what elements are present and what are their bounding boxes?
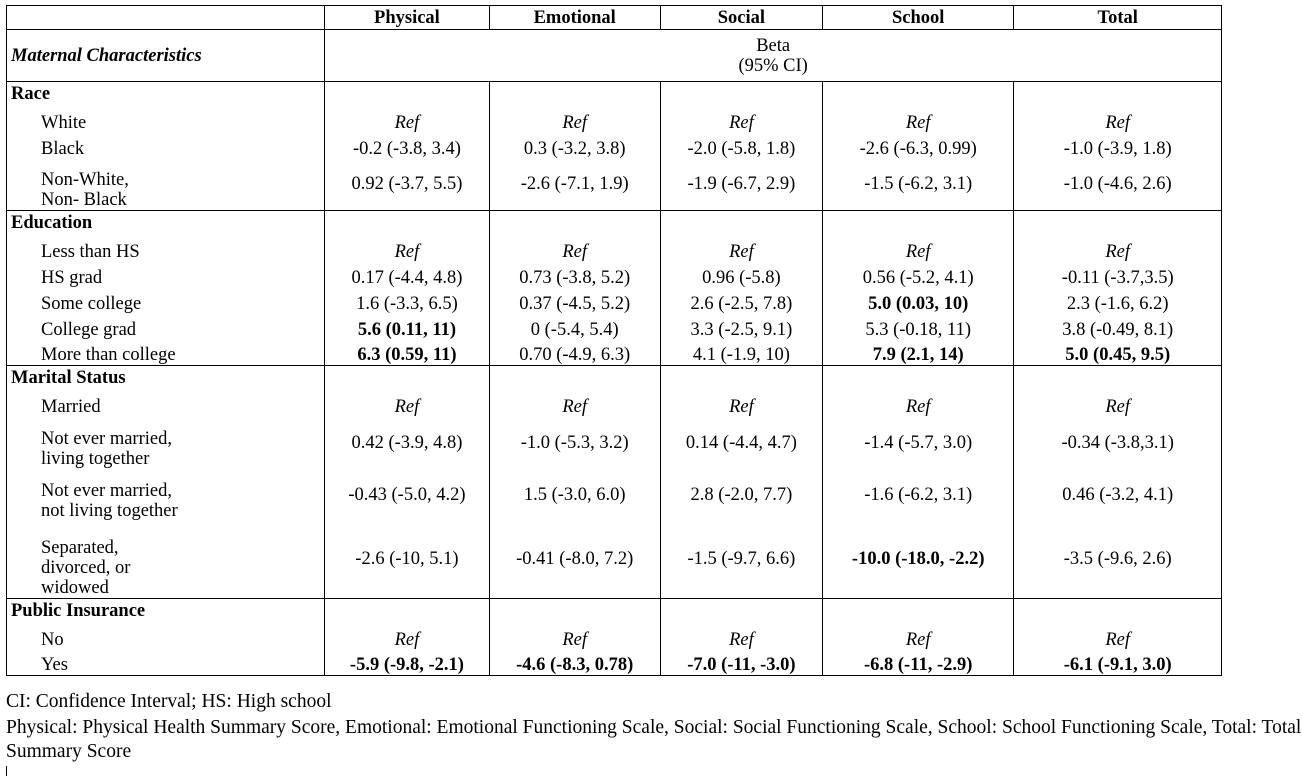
estimate-cell-physical — [325, 288, 489, 314]
beta-ci-value: -0.41 (-8.0, 7.2) — [516, 549, 634, 570]
estimate-cell-physical — [325, 417, 489, 469]
estimate-cell-emotional — [489, 417, 660, 469]
estimate-cell-total — [1014, 262, 1222, 288]
row-label-line: living together — [41, 448, 150, 469]
section-title: Education — [7, 211, 325, 236]
row-label — [7, 624, 325, 650]
row-label — [7, 417, 325, 469]
estimate-cell-school — [823, 650, 1014, 676]
estimate-cell-physical — [325, 107, 489, 133]
section-empty-cell — [823, 599, 1014, 624]
section-empty-cell — [325, 82, 489, 107]
beta-ci-value: 2.8 (-2.0, 7.7) — [690, 484, 793, 505]
beta-ci-value: -4.6 (-8.3, 0.78) — [516, 655, 634, 675]
beta-ci-value: -0.34 (-3.8,3.1) — [1061, 432, 1174, 453]
estimate-cell-total — [1014, 159, 1222, 211]
row-label — [7, 159, 325, 211]
estimate-cell-school — [823, 391, 1014, 417]
row-label — [7, 650, 325, 676]
beta-ci-value: 0.96 (-5.8) — [702, 267, 781, 288]
beta-ci-value: -10.0 (-18.0, -2.2) — [851, 549, 985, 570]
estimate-cell-social — [660, 133, 822, 159]
beta-ci-value: -1.4 (-5.7, 3.0) — [864, 432, 973, 453]
reference-value: Ref — [729, 396, 754, 417]
beta-ci-header — [325, 30, 1222, 82]
data-row — [7, 133, 1222, 159]
beta-ci-value: -0.2 (-3.8, 3.4) — [352, 138, 461, 159]
beta-ci-value: -1.5 (-9.7, 6.6) — [687, 549, 796, 570]
data-row — [7, 340, 1222, 366]
estimate-cell-total — [1014, 391, 1222, 417]
estimate-cell-social — [660, 314, 822, 340]
column-header-social: Social — [660, 6, 822, 30]
estimate-cell-total — [1014, 469, 1222, 521]
beta-ci-value: -2.0 (-5.8, 1.8) — [687, 138, 796, 159]
estimate-cell-total — [1014, 314, 1222, 340]
section-empty-cell — [489, 82, 660, 107]
beta-ci-value: -0.43 (-5.0, 4.2) — [348, 484, 466, 505]
estimate-cell-emotional — [489, 469, 660, 521]
beta-ci-value: -6.1 (-9.1, 3.0) — [1063, 655, 1172, 675]
row-label — [7, 521, 325, 599]
row-label-line: divorced, or — [41, 558, 131, 578]
row-label-line: College grad — [41, 319, 137, 340]
row-label-line: Non- Black — [41, 190, 127, 210]
section-row-public-insurance — [7, 599, 1222, 624]
estimate-cell-emotional — [489, 236, 660, 262]
beta-ci-value: -5.9 (-9.8, -2.1) — [349, 655, 464, 675]
estimate-cell-emotional — [489, 340, 660, 366]
estimate-cell-social — [660, 340, 822, 366]
beta-ci-value: 5.6 (0.11, 11) — [357, 319, 457, 340]
estimate-cell-social — [660, 107, 822, 133]
row-label-line: widowed — [41, 578, 109, 598]
row-label-line: Less than HS — [41, 241, 140, 262]
section-row-race — [7, 82, 1222, 107]
beta-ci-value: -1.5 (-6.2, 3.1) — [864, 174, 973, 195]
section-empty-cell — [1014, 82, 1222, 107]
data-row — [7, 288, 1222, 314]
estimate-cell-total — [1014, 133, 1222, 159]
beta-ci-value: -1.6 (-6.2, 3.1) — [864, 484, 973, 505]
estimate-cell-social — [660, 391, 822, 417]
results-table — [6, 5, 1222, 676]
beta-ci-value: 0.17 (-4.4, 4.8) — [351, 267, 463, 288]
beta-ci-value: 3.8 (-0.49, 8.1) — [1062, 319, 1174, 340]
beta-ci-value: 0.14 (-4.4, 4.7) — [685, 432, 797, 453]
row-label-line: Not ever married, — [41, 480, 172, 501]
estimate-cell-physical — [325, 133, 489, 159]
beta-ci-value: -2.6 (-6.3, 0.99) — [859, 138, 977, 159]
estimate-cell-physical — [325, 521, 489, 599]
row-label — [7, 262, 325, 288]
beta-ci-value: 5.3 (-0.18, 11) — [865, 319, 972, 340]
estimate-cell-school — [823, 107, 1014, 133]
estimate-cell-social — [660, 262, 822, 288]
row-label-line: HS grad — [41, 267, 103, 288]
row-label — [7, 236, 325, 262]
row-label-line: More than college — [41, 345, 176, 365]
beta-label: Beta — [756, 35, 791, 56]
column-header-physical: Physical — [325, 6, 489, 30]
data-row — [7, 624, 1222, 650]
estimate-cell-physical — [325, 314, 489, 340]
estimate-cell-emotional — [489, 650, 660, 676]
column-header-school: School — [823, 6, 1014, 30]
estimate-cell-school — [823, 314, 1014, 340]
row-label-line: not living together — [41, 500, 178, 521]
data-row — [7, 236, 1222, 262]
beta-ci-value: -3.5 (-9.6, 2.6) — [1063, 549, 1172, 570]
beta-ci-value: 2.6 (-2.5, 7.8) — [690, 293, 793, 314]
beta-ci-value: 5.0 (0.45, 9.5) — [1065, 345, 1171, 365]
beta-header-row — [7, 30, 1222, 82]
estimate-cell-total — [1014, 236, 1222, 262]
beta-ci-value: 5.0 (0.03, 10) — [868, 293, 969, 314]
beta-ci-value: 0.92 (-3.7, 5.5) — [351, 174, 463, 195]
reference-value: Ref — [562, 396, 587, 417]
section-empty-cell — [489, 211, 660, 236]
data-row — [7, 107, 1222, 133]
estimate-cell-physical — [325, 236, 489, 262]
data-row — [7, 314, 1222, 340]
estimate-cell-total — [1014, 624, 1222, 650]
estimate-cell-social — [660, 521, 822, 599]
page-edge-mark — [6, 766, 7, 776]
reference-value: Ref — [562, 241, 587, 262]
estimate-cell-school — [823, 133, 1014, 159]
reference-value: Ref — [1105, 629, 1131, 650]
row-label — [7, 107, 325, 133]
estimate-cell-emotional — [489, 624, 660, 650]
data-row — [7, 417, 1222, 469]
section-empty-cell — [660, 366, 822, 391]
estimate-cell-emotional — [489, 288, 660, 314]
data-row — [7, 521, 1222, 599]
reference-value: Ref — [729, 629, 754, 650]
reference-value: Ref — [905, 396, 931, 417]
section-empty-cell — [1014, 366, 1222, 391]
beta-ci-value: -7.0 (-11, -3.0) — [687, 655, 796, 675]
data-row — [7, 262, 1222, 288]
section-title: Marital Status — [7, 366, 325, 391]
section-title: Public Insurance — [7, 599, 325, 624]
section-empty-cell — [489, 599, 660, 624]
row-label-line: Separated, — [41, 538, 119, 558]
section-empty-cell — [823, 82, 1014, 107]
beta-ci-value: 3.3 (-2.5, 9.1) — [690, 319, 793, 340]
reference-value: Ref — [729, 112, 754, 133]
data-row — [7, 391, 1222, 417]
estimate-cell-total — [1014, 521, 1222, 599]
column-header-total: Total — [1014, 6, 1222, 30]
beta-ci-value: 0 (-5.4, 5.4) — [530, 319, 619, 340]
estimate-cell-school — [823, 159, 1014, 211]
estimate-cell-emotional — [489, 159, 660, 211]
beta-ci-value: 0.42 (-3.9, 4.8) — [351, 432, 463, 453]
reference-value: Ref — [394, 396, 420, 417]
estimate-cell-total — [1014, 417, 1222, 469]
section-title: Race — [7, 82, 325, 107]
reference-value: Ref — [905, 112, 931, 133]
estimate-cell-emotional — [489, 314, 660, 340]
reference-value: Ref — [1105, 241, 1131, 262]
data-row — [7, 159, 1222, 211]
section-row-marital-status — [7, 366, 1222, 391]
beta-ci-value: 1.6 (-3.3, 6.5) — [356, 293, 458, 314]
reference-value: Ref — [562, 112, 587, 133]
beta-ci-value: -1.9 (-6.7, 2.9) — [687, 174, 796, 195]
beta-ci-value: 0.37 (-4.5, 5.2) — [519, 293, 631, 314]
section-empty-cell — [660, 82, 822, 107]
estimate-cell-social — [660, 236, 822, 262]
estimate-cell-social — [660, 469, 822, 521]
row-label-line: Non-White, — [41, 170, 129, 190]
beta-ci-value: -2.6 (-10, 5.1) — [355, 549, 459, 570]
header-corner — [7, 6, 325, 30]
row-label-line: Yes — [41, 655, 68, 675]
beta-ci-value: -2.6 (-7.1, 1.9) — [520, 174, 629, 195]
estimate-cell-social — [660, 159, 822, 211]
data-row — [7, 650, 1222, 676]
row-label-line: Married — [41, 396, 101, 417]
reference-value: Ref — [562, 629, 587, 650]
estimate-cell-physical — [325, 340, 489, 366]
estimate-cell-emotional — [489, 391, 660, 417]
beta-ci-value: -1.0 (-5.3, 3.2) — [520, 432, 629, 453]
section-empty-cell — [325, 211, 489, 236]
beta-ci-value: -0.11 (-3.7,3.5) — [1061, 267, 1174, 288]
row-label — [7, 314, 325, 340]
section-empty-cell — [1014, 211, 1222, 236]
section-empty-cell — [660, 599, 822, 624]
row-label-line: Some college — [41, 293, 142, 314]
row-label — [7, 288, 325, 314]
estimate-cell-total — [1014, 340, 1222, 366]
beta-ci-value: -1.0 (-3.9, 1.8) — [1063, 138, 1172, 159]
reference-value: Ref — [394, 241, 420, 262]
section-empty-cell — [1014, 599, 1222, 624]
estimate-cell-social — [660, 288, 822, 314]
row-label — [7, 133, 325, 159]
beta-ci-value: 0.46 (-3.2, 4.1) — [1062, 484, 1174, 505]
section-empty-cell — [325, 599, 489, 624]
reference-value: Ref — [1105, 396, 1131, 417]
footnote-abbreviations: CI: Confidence Interval; HS: High school — [6, 691, 332, 712]
estimate-cell-school — [823, 469, 1014, 521]
reference-value: Ref — [1105, 112, 1131, 133]
row-label-line: White — [41, 112, 87, 133]
estimate-cell-total — [1014, 650, 1222, 676]
section-empty-cell — [489, 366, 660, 391]
beta-ci-value: 0.3 (-3.2, 3.8) — [523, 138, 626, 159]
beta-ci-value: 1.5 (-3.0, 6.0) — [523, 484, 626, 505]
estimate-cell-school — [823, 288, 1014, 314]
beta-ci-value: 6.3 (0.59, 11) — [357, 345, 457, 365]
section-empty-cell — [823, 211, 1014, 236]
estimate-cell-school — [823, 521, 1014, 599]
row-label-line: Black — [41, 138, 85, 159]
column-header-emotional: Emotional — [489, 6, 660, 30]
beta-ci-value: 4.1 (-1.9, 10) — [692, 345, 790, 365]
beta-ci-value: 0.56 (-5.2, 4.1) — [862, 267, 974, 288]
estimate-cell-school — [823, 417, 1014, 469]
estimate-cell-total — [1014, 288, 1222, 314]
reference-value: Ref — [729, 241, 754, 262]
reference-value: Ref — [394, 629, 420, 650]
estimate-cell-school — [823, 624, 1014, 650]
row-label-line: No — [41, 629, 64, 650]
estimate-cell-physical — [325, 650, 489, 676]
estimate-cell-school — [823, 236, 1014, 262]
data-row — [7, 469, 1222, 521]
section-empty-cell — [823, 366, 1014, 391]
estimate-cell-emotional — [489, 133, 660, 159]
reference-value: Ref — [394, 112, 420, 133]
estimate-cell-school — [823, 262, 1014, 288]
estimate-cell-physical — [325, 391, 489, 417]
estimate-cell-emotional — [489, 262, 660, 288]
estimate-cell-emotional — [489, 521, 660, 599]
row-label — [7, 340, 325, 366]
footnote-scale-definitions: Physical: Physical Health Summary Score, Emotional: Emotional Functioning Scale, Social: Social Functioning Scale, School: School Functioning Scale, Total: Total Summary Score — [6, 717, 1302, 762]
estimate-cell-social — [660, 624, 822, 650]
estimate-cell-physical — [325, 469, 489, 521]
beta-ci-value: 0.70 (-4.9, 6.3) — [519, 345, 631, 365]
estimate-cell-total — [1014, 107, 1222, 133]
estimate-cell-social — [660, 417, 822, 469]
estimate-cell-school — [823, 340, 1014, 366]
estimate-cell-physical — [325, 262, 489, 288]
reference-value: Ref — [905, 629, 931, 650]
beta-ci-value: 7.9 (2.1, 14) — [872, 345, 964, 365]
estimate-cell-physical — [325, 159, 489, 211]
section-row-education — [7, 211, 1222, 236]
row-label-line: Not ever married, — [41, 428, 172, 449]
beta-ci-value: -6.8 (-11, -2.9) — [863, 655, 973, 675]
ci-label: (95% CI) — [738, 55, 808, 76]
column-header-row — [7, 6, 1222, 30]
beta-ci-value: 2.3 (-1.6, 6.2) — [1066, 293, 1169, 314]
maternal-characteristics-label: Maternal Characteristics — [7, 30, 325, 82]
estimate-cell-social — [660, 650, 822, 676]
beta-ci-value: -1.0 (-4.6, 2.6) — [1063, 174, 1172, 195]
estimate-cell-emotional — [489, 107, 660, 133]
row-label — [7, 469, 325, 521]
section-empty-cell — [325, 366, 489, 391]
estimate-cell-physical — [325, 624, 489, 650]
section-empty-cell — [660, 211, 822, 236]
row-label — [7, 391, 325, 417]
beta-ci-value: 0.73 (-3.8, 5.2) — [519, 267, 631, 288]
reference-value: Ref — [905, 241, 931, 262]
